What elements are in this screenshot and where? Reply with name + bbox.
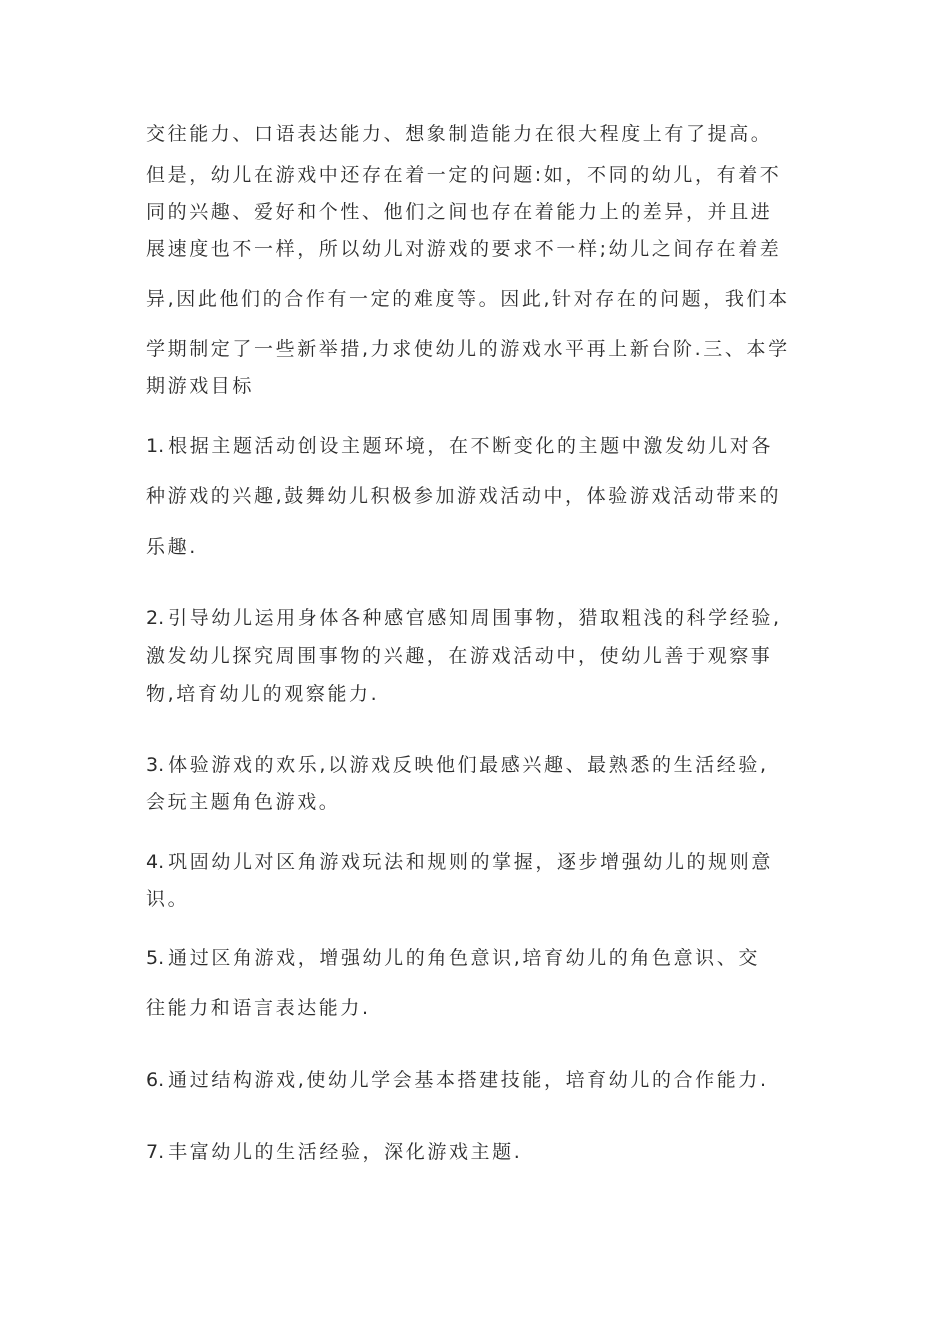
goal-2-text: 引导幼儿运用身体各种感官感知周围事物，猎取粗浅的科学经验, <box>168 607 782 629</box>
goal-6-line-1 <box>146 1068 769 1092</box>
goal-5-number: 5. <box>146 947 165 969</box>
intro-line-3: 同的兴趣、爱好和个性、他们之间也存在着能力上的差异，并且进 <box>146 201 773 223</box>
intro-line-5: 异,因此他们的合作有一定的难度等。因此,针对存在的问题，我们本 <box>146 288 790 310</box>
goal-5-line-1 <box>146 946 760 970</box>
goal-1-number: 1. <box>146 435 165 457</box>
goal-2-line-3: 物,培育幼儿的观察能力. <box>146 683 380 705</box>
goal-6-text: 通过结构游戏,使幼儿学会基本搭建技能，培育幼儿的合作能力. <box>168 1069 769 1091</box>
goal-6-number: 6. <box>146 1069 165 1091</box>
goal-1-line-3: 乐趣. <box>146 536 198 558</box>
goal-3-text: 体验游戏的欢乐,以游戏反映他们最感兴趣、最熟悉的生活经验, <box>168 754 769 776</box>
intro-line-2: 但是，幼儿在游戏中还存在着一定的问题:如，不同的幼儿，有着不 <box>146 164 782 186</box>
goal-1-line-2: 种游戏的兴趣,鼓舞幼儿积极参加游戏活动中，体验游戏活动带来的 <box>146 485 782 507</box>
intro-line-6: 学期制定了一些新举措,力求使幼儿的游戏水平再上新台阶.三、本学 <box>146 338 790 360</box>
goal-4-number: 4. <box>146 851 165 873</box>
intro-line-4: 展速度也不一样，所以幼儿对游戏的要求不一样;幼儿之间存在着差 <box>146 238 782 260</box>
goal-4-text: 巩固幼儿对区角游戏玩法和规则的掌握，逐步增强幼儿的规则意 <box>168 851 773 873</box>
goal-1-text: 根据主题活动创设主题环境，在不断变化的主题中激发幼儿对各 <box>168 435 773 457</box>
goal-2-line-1 <box>146 606 782 630</box>
goal-4-line-1 <box>146 850 773 874</box>
goal-7-line-1 <box>146 1140 522 1164</box>
goal-2-line-2: 激发幼儿探究周围事物的兴趣，在游戏活动中，使幼儿善于观察事 <box>146 645 773 667</box>
goal-1-line-1 <box>146 434 773 458</box>
goal-4-line-2: 识。 <box>146 888 190 910</box>
goal-7-number: 7. <box>146 1141 165 1163</box>
intro-line-1: 交往能力、口语表达能力、想象制造能力在很大程度上有了提高。 <box>146 123 773 145</box>
goal-3-line-2: 会玩主题角色游戏。 <box>146 791 341 813</box>
goal-3-line-1 <box>146 753 769 777</box>
goal-2-number: 2. <box>146 607 165 629</box>
intro-line-7: 期游戏目标 <box>146 375 255 397</box>
goal-7-text: 丰富幼儿的生活经验，深化游戏主题. <box>168 1141 523 1163</box>
goal-3-number: 3. <box>146 754 165 776</box>
goal-5-line-2: 往能力和语言表达能力. <box>146 997 371 1019</box>
goal-5-text: 通过区角游戏，增强幼儿的角色意识,培育幼儿的角色意识、交 <box>168 947 760 969</box>
